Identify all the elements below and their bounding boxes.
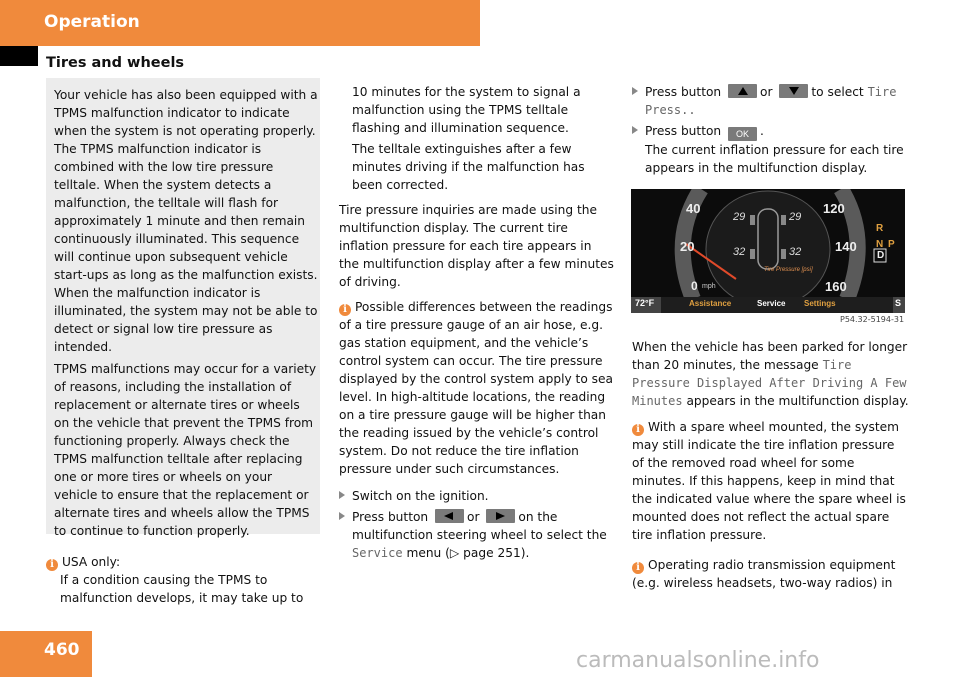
display-message: Tire Pressure Displayed After Driving A Few Minutes — [632, 358, 907, 408]
image-caption: P54.32-5194-31 — [840, 315, 905, 324]
column-3 — [632, 83, 908, 180]
tire-fr-value: 29 — [789, 211, 802, 223]
watermark: carmanualsonline.info — [576, 648, 820, 673]
speed-mark: 160 — [825, 279, 847, 294]
menu-value: Tire Press.. — [645, 85, 897, 117]
ok-button-icon: OK — [728, 127, 757, 141]
tire-pressure-label: Tire Pressure [psi] — [764, 267, 813, 273]
note-text: With a spare wheel mounted, the system may still indicate the tire inflation pressure of the removed road wheel for some minutes. If this happens, keep in mind that the indicated value where the spare wheel is mounted does not reflect the actual spare tire inflation pressure. — [632, 420, 906, 542]
step-text: The current inflation pressure for each tire appears in the multifunction display. — [645, 143, 904, 175]
step-ignition — [339, 487, 615, 505]
page-subtitle: Tires and wheels — [46, 55, 185, 71]
note-text: Possible differences between the readings of a tire pressure gauge of an air hose, e.g. gas station equipment, and the vehicle’s control system can occur. The tire pressure displayed by the control system apply to sea level. In high-altitude locations, the reading on a tire pressure gauge will be higher than the reading issued by the vehicle’s control system. Do not reduce the tire inflation pressure under such circumstances. — [339, 300, 613, 476]
speed-unit: mph — [702, 283, 716, 290]
cluster-graphic — [631, 189, 905, 313]
gear-indicator: D — [877, 250, 885, 261]
page-number: 460 — [44, 640, 80, 660]
gear-indicator: P — [888, 239, 895, 250]
gear-indicator: N — [876, 239, 884, 250]
step-select-tire-press — [632, 83, 908, 119]
step-press-ok: Press button OK . The current inflation pressure for each tire appears in the multifunction display. — [632, 122, 908, 177]
step-text: on the multifunction steering wheel to select the — [352, 510, 607, 542]
note — [339, 298, 615, 478]
note — [632, 556, 910, 592]
step-text: or — [467, 510, 480, 524]
step-text: Press button — [645, 124, 722, 138]
step-text: to select — [811, 85, 864, 99]
step-arrow-icon — [632, 126, 638, 134]
paragraph-text: appears in the multifunction display. — [686, 394, 909, 408]
speed-mark: 140 — [835, 239, 857, 254]
header-tab — [0, 46, 38, 66]
paragraph-text: When the vehicle has been parked for longer than 20 minutes, the message — [632, 340, 908, 372]
left-button-icon — [435, 509, 464, 523]
down-button-icon — [779, 84, 808, 98]
speed-mark: 40 — [686, 201, 701, 216]
info-icon: i — [339, 304, 351, 316]
section-title: Operation — [44, 12, 140, 32]
s-badge: S — [895, 298, 902, 308]
info-box-text — [54, 86, 318, 543]
step-text: Press button — [352, 510, 429, 524]
step-arrow-icon — [632, 87, 638, 95]
step-text: Switch on the ignition. — [352, 489, 489, 503]
menu-service: Service — [757, 299, 786, 308]
usa-text: If a condition causing the TPMS to malfunction develops, it may take up to — [60, 573, 304, 605]
step-arrow-icon — [339, 512, 345, 520]
gear-indicator: R — [876, 223, 884, 234]
info-icon: i — [632, 562, 644, 574]
menu-name: Service — [352, 546, 403, 560]
menu-settings: Settings — [804, 299, 836, 308]
temperature-readout: 72°F — [635, 298, 655, 308]
speed-mark: 0 — [691, 279, 698, 293]
info-paragraph: Your vehicle has also been equipped with a TPMS malfunction indicator to indicate when the system is not operating properly. The TPMS malfunction indicator is combined with the low tire pressure telltale. When the system detects a malfunction, the telltale will flash for approximately 1 minute and then remain continuously illuminated. This sequence will continue upon subsequent vehicle start-ups as long as the malfunction exists. When the malfunction indicator is illuminated, the system may not be able to detect or signal low tire pressure as intended. — [54, 88, 318, 354]
step-text: menu (▷ page 251). — [406, 546, 530, 560]
step-arrow-icon — [339, 491, 345, 499]
column-3-lower — [632, 338, 910, 592]
up-button-icon — [728, 84, 757, 98]
step-text: Press button — [645, 85, 722, 99]
note-text: Operating radio transmission equipment (e.g. wireless headsets, two-way radios) in — [632, 558, 896, 590]
speed-mark: 120 — [823, 201, 845, 216]
paragraph — [632, 338, 910, 410]
note — [632, 418, 910, 544]
usa-label: USA only: — [62, 555, 121, 569]
tire-rr-value: 32 — [789, 246, 802, 258]
step-select-service — [339, 508, 615, 562]
step-text: or — [760, 85, 773, 99]
info-icon: i — [46, 559, 58, 571]
paragraph: The telltale extinguishes after a few minutes driving if the malfunction has been corrected. — [352, 142, 585, 192]
right-button-icon — [486, 509, 515, 523]
menu-assistance: Assistance — [689, 299, 732, 308]
instrument-cluster-image — [631, 189, 905, 313]
info-paragraph: TPMS malfunctions may occur for a variety of reasons, including the installation of replacement or alternate tires or wheels on the vehicle that prevent the TPMS from functioning properly. Always check the TPMS malfunction telltale after replacing one or more tires or wheels on your vehicle to ensure that the replacement or alternate tires and wheels allow the TPMS to continue to function properly. — [54, 362, 317, 538]
tire-rl-value: 32 — [733, 246, 746, 258]
speed-mark: 20 — [680, 239, 695, 254]
info-icon: i — [632, 424, 644, 436]
paragraph: 10 minutes for the system to signal a malfunction using the TPMS telltale flashing and illumination sequence. — [352, 85, 581, 135]
tire-fl-value: 29 — [733, 211, 746, 223]
column-2 — [339, 83, 615, 565]
usa-note — [46, 553, 318, 607]
paragraph: Tire pressure inquiries are made using the multifunction display. The current tire inflation pressure for each tire appears in the multifunction display after a few minutes of driving. — [339, 203, 614, 289]
